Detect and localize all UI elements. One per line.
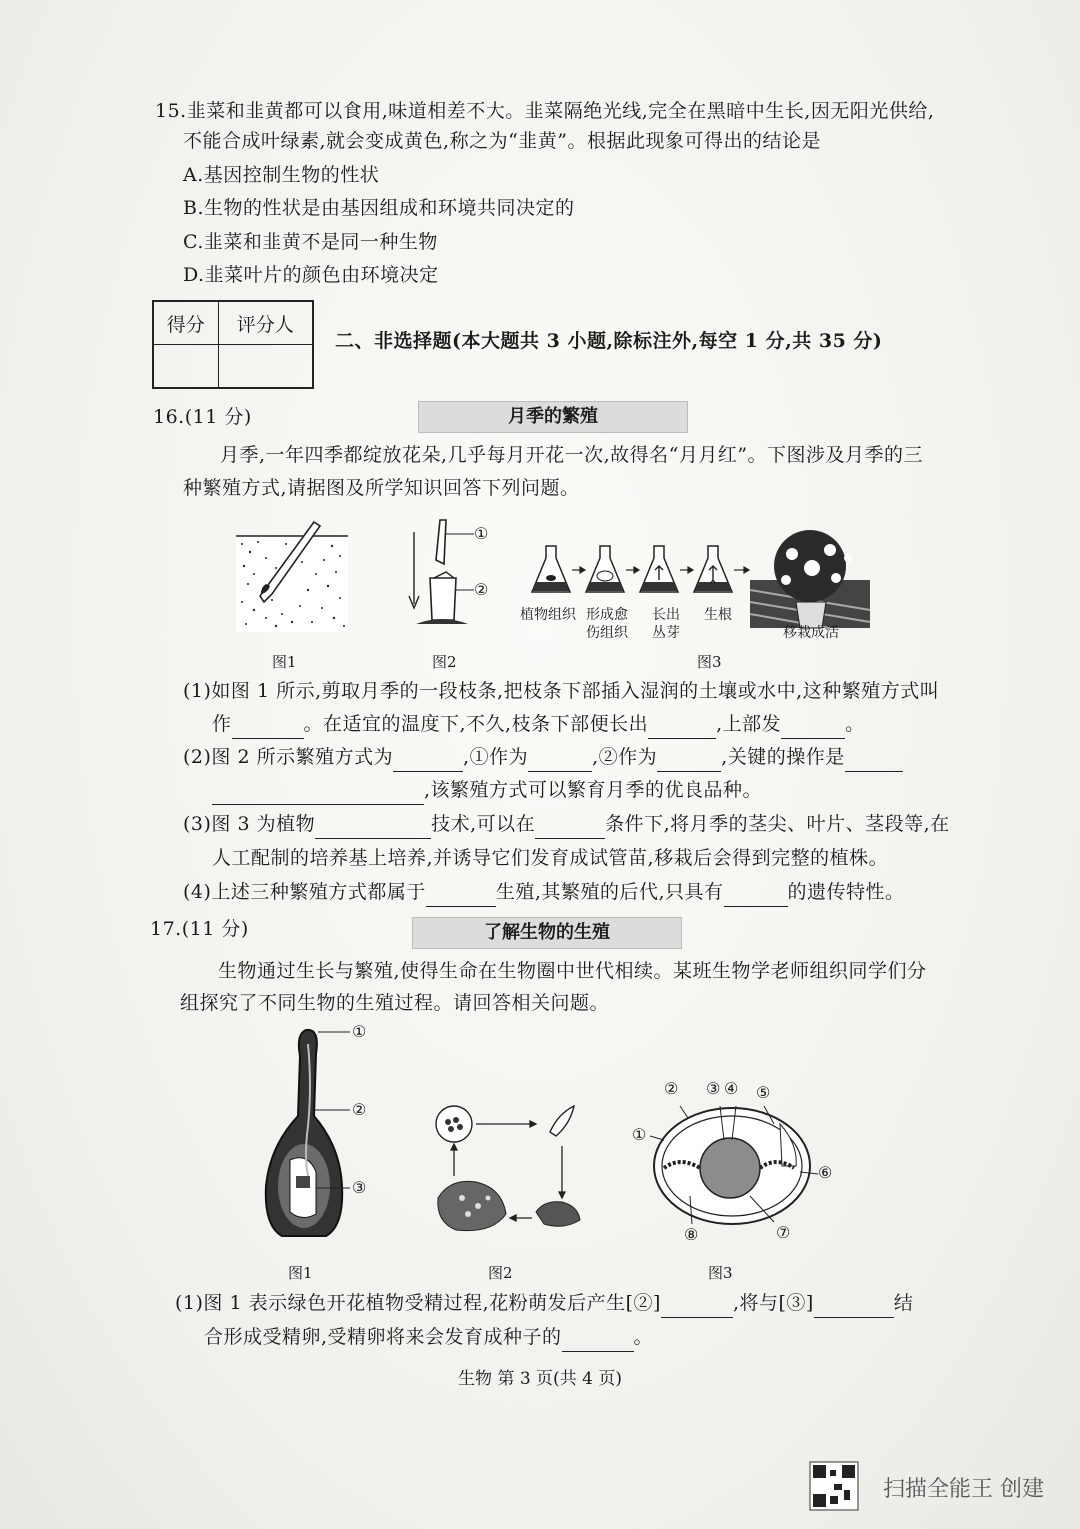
q16-sub3-blank-2[interactable] [535, 814, 605, 839]
q16-sub2-blank-4[interactable] [845, 747, 903, 772]
q16-fig2-label-1: ① [474, 524, 489, 543]
q17-fig1-label-3: ③ [352, 1178, 367, 1197]
q16-sub4 [183, 877, 905, 907]
q17-number: 17.(11 分) [150, 918, 249, 940]
q16-sub1-line2 [212, 709, 865, 739]
q17-fig1-label-1: ① [352, 1022, 367, 1041]
q16-sub2-blank-5[interactable] [212, 780, 424, 805]
q16-sub2-blank-3[interactable] [657, 747, 721, 772]
scion [436, 520, 446, 564]
q15-option-c: C.韭菜和韭黄不是同一种生物 [183, 231, 438, 253]
q16-step-1: 植物组织 [520, 607, 576, 623]
q16-sub4-blank-2[interactable] [724, 882, 788, 907]
soil-area [236, 536, 348, 632]
q16-sub4-text-b: 生殖,其繁殖的后代,只具有 [495, 881, 724, 903]
q16-sub1-blank-3[interactable] [781, 714, 845, 739]
q17-fig3-label-2: ② [664, 1079, 679, 1098]
q16-step-2a: 形成愈 [586, 607, 628, 623]
q16-title: 月季的繁殖 [418, 401, 688, 433]
q17-sub1-text-a: (1)图 1 表示绿色开花植物受精过程,花粉萌发后产生[②] [175, 1292, 661, 1314]
qr-code-icon [810, 1462, 858, 1510]
q16-sub4-blank-1[interactable] [426, 882, 496, 907]
q16-step-5: 移栽成活 [783, 625, 839, 641]
q16-sub2-text-c: ,②作为 [592, 746, 658, 768]
tadpole [550, 1106, 574, 1136]
q16-sub2-blank-2[interactable] [528, 747, 592, 772]
q16-intro-line2: 种繁殖方式,请据图及所学知识回答下列问题。 [183, 477, 580, 499]
q16-fig2-label-2: ② [474, 580, 489, 599]
q17-fig3-label-1: ① [632, 1125, 647, 1144]
q16-fig1-caption: 图1 [272, 653, 297, 671]
q15-stem-line2: 不能合成叶绿素,就会变成黄色,称之为“韭黄”。根据此现象可得出的结论是 [183, 130, 822, 152]
q15-option-b: B.生物的性状是由基因组成和环境共同决定的 [183, 197, 575, 219]
q16-sub3-text-b: 技术,可以在 [431, 813, 536, 835]
adult-frog [438, 1181, 506, 1230]
q17-sub1-text-b: ,将与[③] [732, 1292, 814, 1314]
score-cell[interactable] [153, 345, 218, 389]
q16-intro-line1: 月季,一年四季都绽放花朵,几乎每月开花一次,故得名“月月红”。下图涉及月季的三 [220, 444, 924, 466]
score-table [152, 300, 314, 389]
q17-title: 了解生物的生殖 [412, 917, 682, 949]
q16-step-3a: 长出 [652, 607, 680, 623]
q17-fig3-label-5: ⑤ [756, 1083, 771, 1102]
score-header: 得分 [153, 301, 218, 345]
grader-cell[interactable] [218, 345, 313, 389]
scanner-watermark: 扫描全能王 创建 [883, 1477, 1044, 1502]
q16-sub4-text-c: 的遗传特性。 [787, 881, 905, 903]
q17-fig3-label-4: ④ [724, 1079, 739, 1098]
q17-fig2-caption: 图2 [488, 1264, 513, 1282]
yolk [700, 1138, 760, 1198]
q16-step-4: 生根 [704, 607, 732, 623]
stock [430, 578, 456, 620]
page-footer: 生物 第 3 页(共 4 页) [458, 1369, 622, 1389]
q17-fig2-frog-lifecycle [432, 1102, 602, 1242]
q17-fig3-label-8: ⑧ [684, 1225, 699, 1244]
q17-intro-line1: 生物通过生长与繁殖,使得生命在生物圈中世代相续。某班生物学老师组织同学们分 [218, 960, 927, 982]
q17-sub1-text-c: 结 [893, 1292, 914, 1314]
q17-sub1-text-e: 。 [633, 1326, 654, 1348]
q16-sub2-text-b: ,①作为 [463, 746, 529, 768]
q16-number: 16.(11 分) [153, 406, 252, 428]
q16-sub3-line1 [183, 809, 950, 839]
q16-sub2-text-e: ,该繁殖方式可以繁育月季的优良品种。 [424, 779, 763, 801]
q16-sub1-text-d: 。 [845, 713, 865, 735]
q17-fig3-egg [650, 1084, 850, 1234]
q16-sub1-line1: (1)如图 1 所示,剪取月季的一段枝条,把枝条下部插入湿润的土壤或水中,这种繁殖方式叫 [183, 680, 940, 702]
q16-sub1-blank-2[interactable] [648, 714, 716, 739]
section2-heading: 二、非选择题(本大题共 3 小题,除标注外,每空 1 分,共 35 分) [335, 330, 883, 352]
q16-sub2-line1 [183, 742, 903, 772]
q16-step-2b: 伤组织 [586, 625, 628, 641]
q15-option-d: D.韭菜叶片的颜色由环境决定 [183, 264, 439, 286]
q17-sub1-text-d: 合形成受精卵,受精卵将来会发育成种子的 [204, 1326, 562, 1348]
q16-step-3b: 丛芽 [652, 625, 680, 641]
q16-sub1-blank-1[interactable] [232, 714, 304, 739]
q15-stem-line1: 15.韭菜和韭黄都可以食用,味道相差不大。韭菜隔绝光线,完全在黑暗中生长,因无阳光供给, [155, 100, 935, 122]
frog-eggs [436, 1106, 472, 1142]
q17-fig3-caption: 图3 [708, 1264, 733, 1282]
q15-option-a: A.基因控制生物的性状 [183, 164, 380, 186]
q16-sub2-line2 [212, 775, 762, 805]
q17-intro-line2: 组探究了不同生物的生殖过程。请回答相关问题。 [180, 992, 610, 1014]
q16-sub3-blank-1[interactable] [315, 814, 431, 839]
q17-sub1-line2 [204, 1322, 653, 1352]
grader-header: 评分人 [218, 301, 313, 345]
q16-sub1-text-b: 。在适宜的温度下,不久,枝条下部便长出 [303, 713, 649, 735]
q16-sub2-text-d: ,关键的操作是 [721, 746, 845, 768]
q17-fig1-label-2: ② [352, 1100, 367, 1119]
q16-sub1-text-c: ,上部发 [716, 713, 782, 735]
q16-sub2-text-a: (2)图 2 所示繁殖方式为 [183, 746, 394, 768]
q17-fig1-caption: 图1 [288, 1264, 313, 1282]
q17-sub1-blank-1[interactable] [661, 1293, 733, 1318]
q16-fig3-caption: 图3 [697, 653, 722, 671]
q17-fig1-pistil [268, 1026, 378, 1246]
young-frog [536, 1202, 580, 1227]
q17-fig3-label-7: ⑦ [776, 1223, 791, 1242]
q16-sub3-text-a: (3)图 3 为植物 [183, 813, 316, 835]
q16-sub3-line2: 人工配制的培养基上培养,并诱导它们发育成试管苗,移栽后会得到完整的植株。 [212, 847, 889, 869]
q16-sub4-text-a: (4)上述三种繁殖方式都属于 [183, 881, 426, 903]
q16-sub2-blank-1[interactable] [393, 747, 463, 772]
q16-fig1-cutting [236, 522, 356, 632]
q16-sub3-text-c: 条件下,将月季的茎尖、叶片、茎段等,在 [605, 813, 950, 835]
q17-sub1-line1 [175, 1288, 913, 1318]
q16-fig2-caption: 图2 [432, 653, 457, 671]
potted-rose [750, 530, 870, 628]
q17-fig3-label-6: ⑥ [818, 1163, 833, 1182]
q17-fig3-label-3: ③ [706, 1079, 721, 1098]
q17-sub1-blank-2[interactable] [814, 1293, 894, 1318]
q17-sub1-blank-3[interactable] [562, 1327, 634, 1352]
q16-sub1-text-a: 作 [212, 713, 232, 735]
